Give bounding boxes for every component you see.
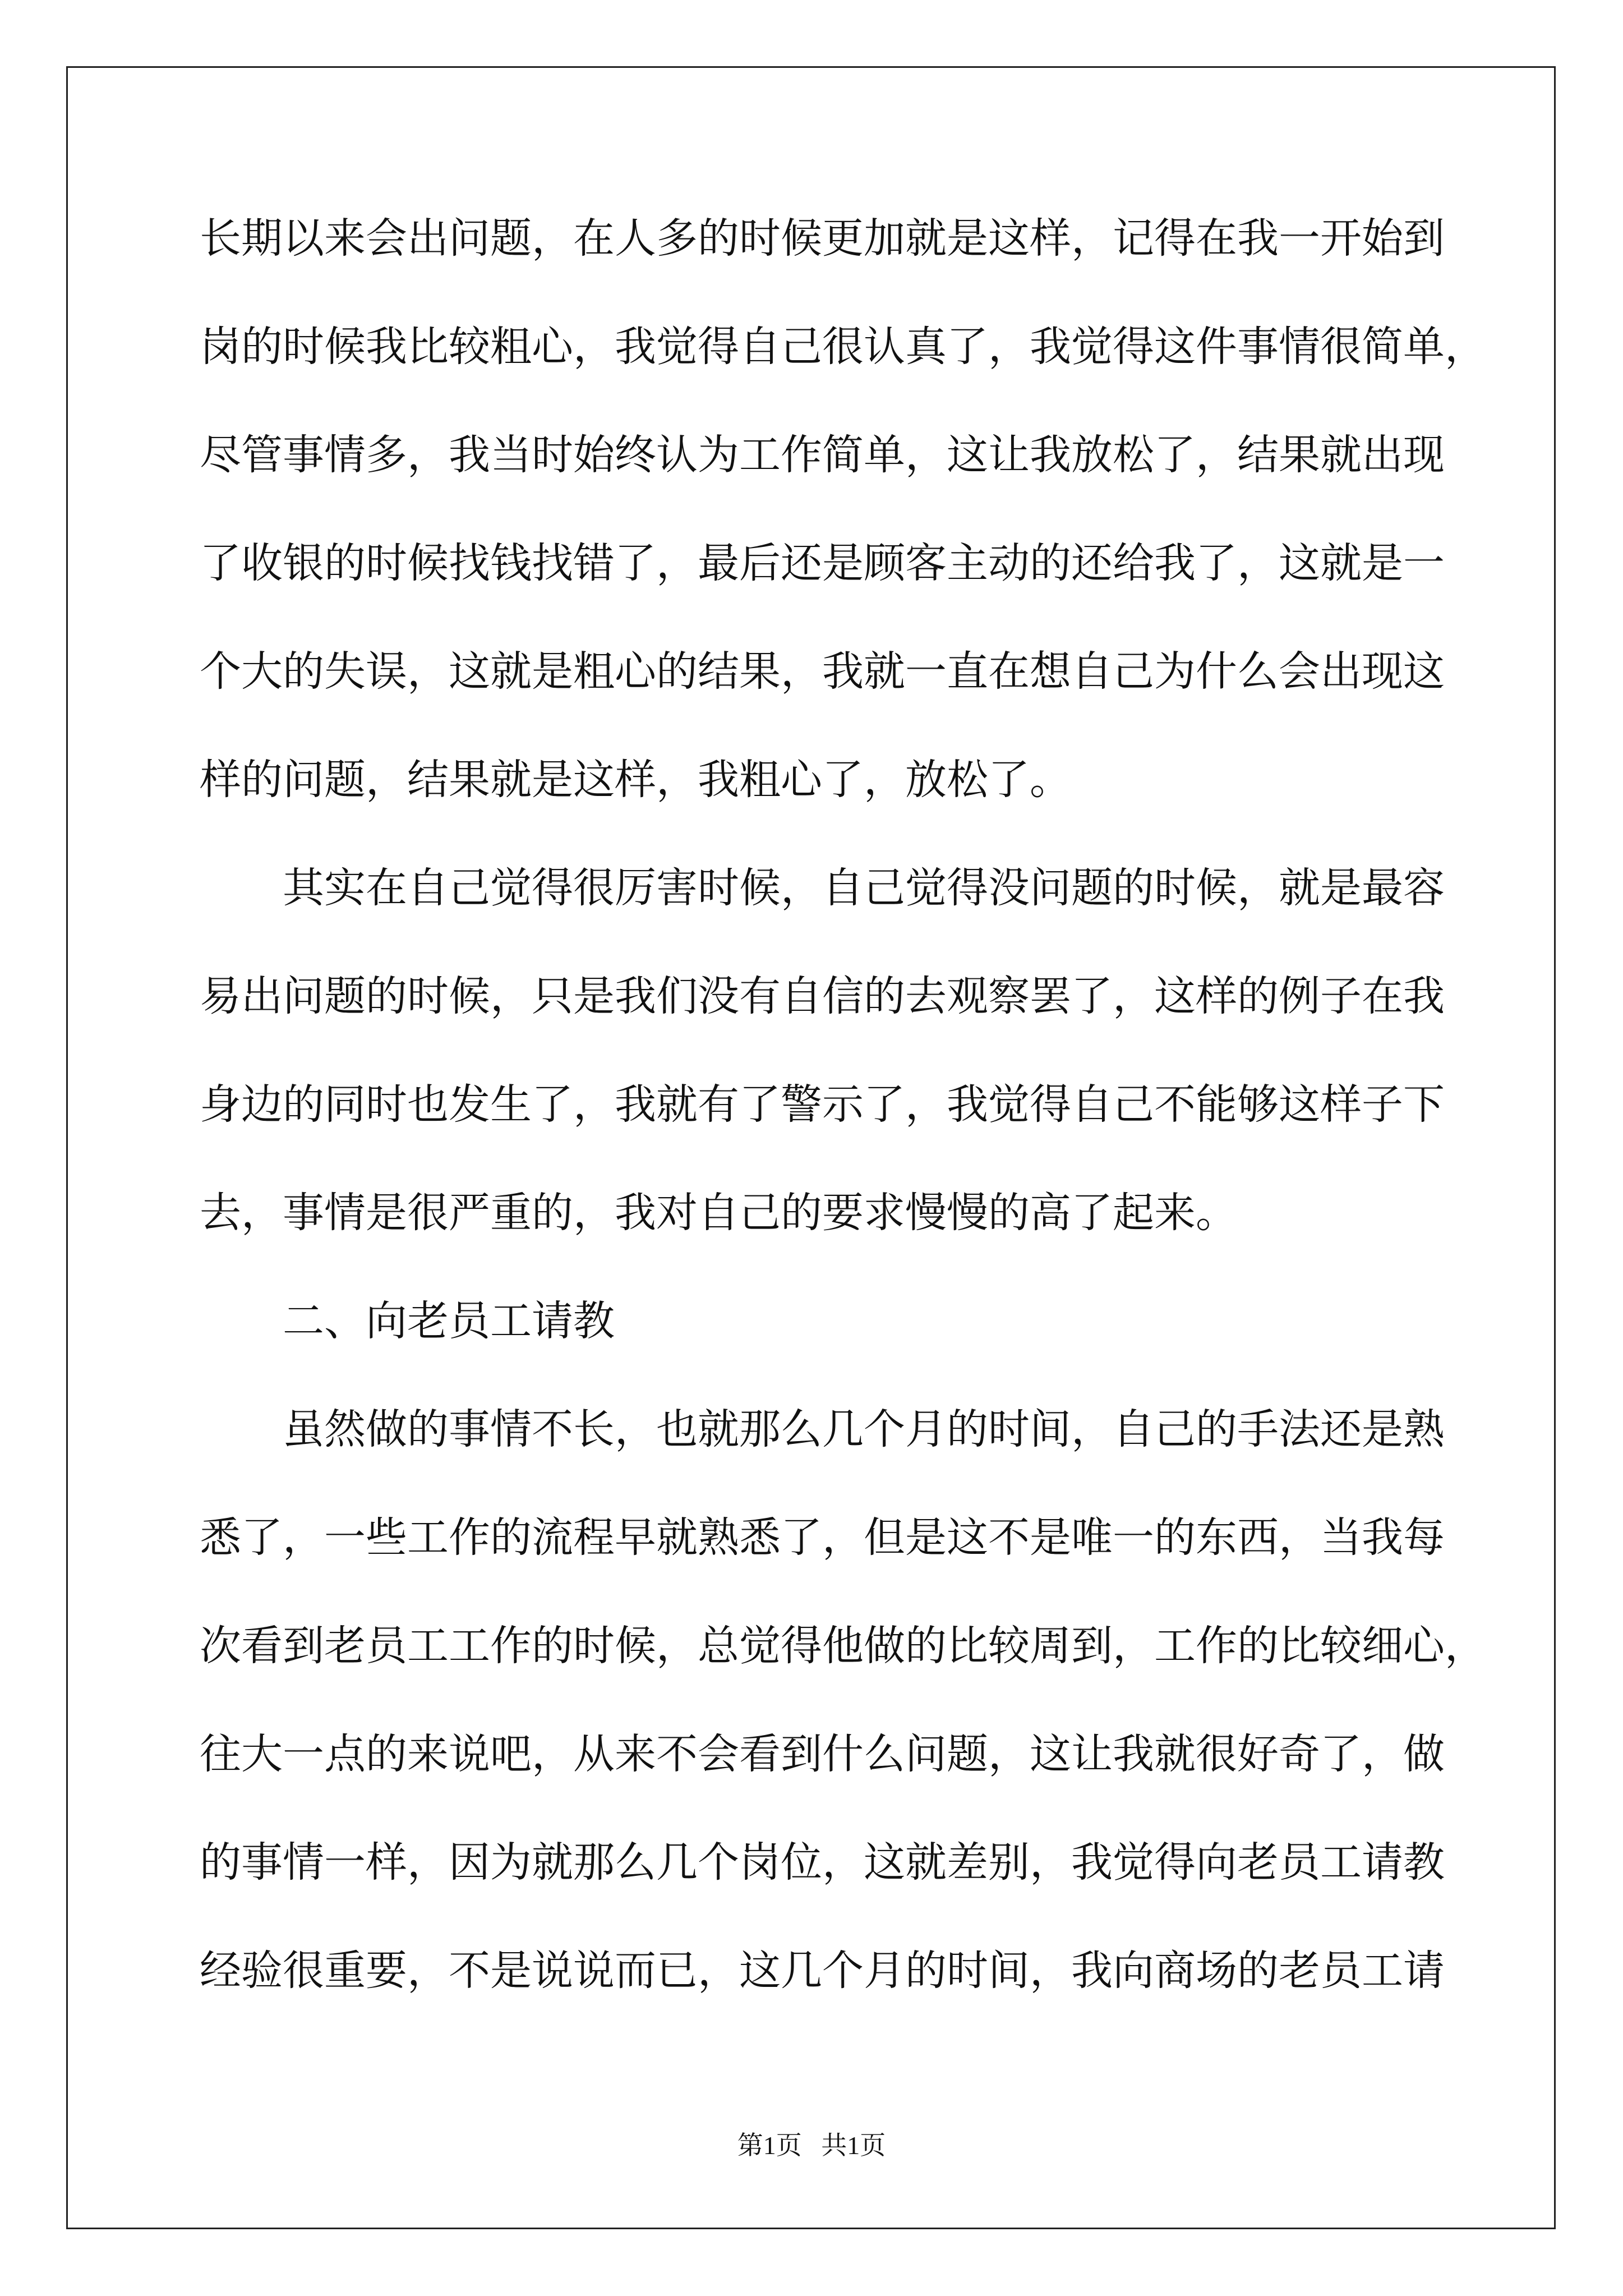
document-body	[200, 214, 1486, 2058]
text-line: 样的问题，结果就是这样，我粗心了，放松了。	[200, 756, 1071, 804]
text-line: 其实在自己觉得很厉害时候，自己觉得没问题的时候，就是最容	[283, 864, 1445, 912]
text-line: 长期以来会出问题，在人多的时候更加就是这样，记得在我一开始到	[200, 214, 1445, 263]
text-line: 悉了，一些工作的流程早就熟悉了，但是这不是唯一的东西，当我每	[200, 1513, 1445, 1562]
text-line: 了收银的时候找钱找错了，最后还是顾客主动的还给我了，这就是一	[200, 539, 1445, 587]
text-line: 易出问题的时候，只是我们没有自信的去观察罢了，这样的例子在我	[200, 972, 1445, 1020]
page-footer: 第1页 共1页	[737, 2131, 886, 2160]
text-line: 去，事情是很严重的，我对自己的要求慢慢的高了起来。	[200, 1189, 1237, 1237]
text-line: 的事情一样，因为就那么几个岗位，这就差别，我觉得向老员工请教	[200, 1838, 1445, 1887]
text-line: 经验很重要，不是说说而已，这几个月的时间，我向商场的老员工请	[200, 1947, 1445, 1995]
text-line: 尽管事情多，我当时始终认为工作简单，这让我放松了，结果就出现	[200, 431, 1445, 479]
text-line: 次看到老员工工作的时候，总觉得他做的比较周到，工作的比较细心，	[200, 1622, 1486, 1670]
text-line: 往大一点的来说吧，从来不会看到什么问题，这让我就很好奇了，做	[200, 1730, 1445, 1778]
text-line: 二、向老员工请教	[283, 1297, 615, 1345]
text-line: 身边的同时也发生了，我就有了警示了，我觉得自己不能够这样子下	[200, 1080, 1445, 1129]
text-line: 虽然做的事情不长，也就那么几个月的时间，自己的手法还是熟	[283, 1405, 1445, 1453]
text-line: 个大的失误，这就是粗心的结果，我就一直在想自己为什么会出现这	[200, 647, 1445, 696]
text-line: 岗的时候我比较粗心，我觉得自己很认真了，我觉得这件事情很简单，	[200, 323, 1486, 371]
